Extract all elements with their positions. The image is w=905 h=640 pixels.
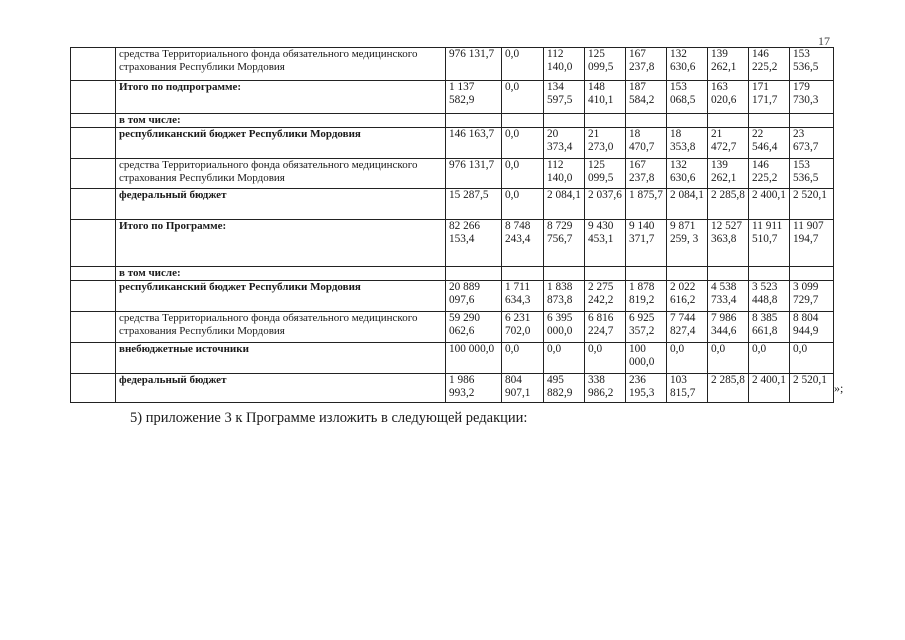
- row-number-cell: [71, 81, 116, 114]
- table-row: [71, 189, 834, 220]
- value-cell: 7 744 827,4: [667, 312, 708, 343]
- value-cell: 2 022 616,2: [667, 281, 708, 312]
- value-cell: 0,0: [502, 128, 544, 159]
- value-cell: 6 816 224,7: [585, 312, 626, 343]
- value-cell: 21 472,7: [708, 128, 749, 159]
- value-cell: 2 084,1: [667, 189, 708, 220]
- value-cell: 2 037,6: [585, 189, 626, 220]
- value-cell: 7 986 344,6: [708, 312, 749, 343]
- value-cell: 20 889 097,6: [446, 281, 502, 312]
- value-cell: 976 131,7: [446, 159, 502, 189]
- value-cell: [667, 267, 708, 281]
- value-cell: [626, 114, 667, 128]
- value-cell: [626, 267, 667, 281]
- value-cell: 146 225,2: [749, 48, 790, 81]
- page-number: 17: [818, 34, 830, 48]
- value-cell: 3 099 729,7: [790, 281, 834, 312]
- value-cell: 20 373,4: [544, 128, 585, 159]
- value-cell: 0,0: [667, 343, 708, 374]
- value-cell: [749, 267, 790, 281]
- value-cell: 1 986 993,2: [446, 374, 502, 403]
- value-cell: 8 729 756,7: [544, 220, 585, 267]
- closing-quote: »;: [834, 381, 844, 395]
- value-cell: 103 815,7: [667, 374, 708, 403]
- value-cell: 171 171,7: [749, 81, 790, 114]
- value-cell: 139 262,1: [708, 159, 749, 189]
- value-cell: 2 520,1: [790, 189, 834, 220]
- value-cell: 146 163,7: [446, 128, 502, 159]
- value-cell: [544, 267, 585, 281]
- value-cell: 495 882,9: [544, 374, 585, 403]
- table-row: [71, 343, 834, 374]
- table-row: [71, 114, 834, 128]
- value-cell: 125 099,5: [585, 48, 626, 81]
- value-cell: 6 231 702,0: [502, 312, 544, 343]
- row-label: внебюджетные источники: [116, 343, 446, 374]
- value-cell: 2 275 242,2: [585, 281, 626, 312]
- row-number-cell: [71, 343, 116, 374]
- value-cell: [446, 114, 502, 128]
- row-number-cell: [71, 312, 116, 343]
- value-cell: 8 748 243,4: [502, 220, 544, 267]
- value-cell: 4 538 733,4: [708, 281, 749, 312]
- value-cell: [585, 267, 626, 281]
- row-label: республиканский бюджет Республики Мордовия: [116, 281, 446, 312]
- table-row: [71, 374, 834, 403]
- row-number-cell: [71, 48, 116, 81]
- value-cell: 153 536,5: [790, 159, 834, 189]
- row-number-cell: [71, 374, 116, 403]
- value-cell: 112 140,0: [544, 159, 585, 189]
- value-cell: 1 878 819,2: [626, 281, 667, 312]
- value-cell: 163 020,6: [708, 81, 749, 114]
- table-row: [71, 220, 834, 267]
- value-cell: [708, 114, 749, 128]
- value-cell: 100 000,0: [446, 343, 502, 374]
- value-cell: [502, 267, 544, 281]
- value-cell: 338 986,2: [585, 374, 626, 403]
- value-cell: 6 395 000,0: [544, 312, 585, 343]
- value-cell: 0,0: [708, 343, 749, 374]
- value-cell: 11 907 194,7: [790, 220, 834, 267]
- value-cell: 2 400,1: [749, 189, 790, 220]
- value-cell: 139 262,1: [708, 48, 749, 81]
- value-cell: 2 285,8: [708, 374, 749, 403]
- value-cell: 1 838 873,8: [544, 281, 585, 312]
- row-number-cell: [71, 189, 116, 220]
- value-cell: 23 673,7: [790, 128, 834, 159]
- value-cell: 167 237,8: [626, 159, 667, 189]
- value-cell: 2 084,1: [544, 189, 585, 220]
- value-cell: 2 285,8: [708, 189, 749, 220]
- value-cell: 0,0: [585, 343, 626, 374]
- row-label: Итого по Программе:: [116, 220, 446, 267]
- value-cell: 134 597,5: [544, 81, 585, 114]
- value-cell: [790, 114, 834, 128]
- caption-text: 5) приложение 3 к Программе изложить в следующей редакции:: [130, 410, 528, 426]
- table-row: [71, 281, 834, 312]
- value-cell: 148 410,1: [585, 81, 626, 114]
- value-cell: 18 353,8: [667, 128, 708, 159]
- table-row: [71, 48, 834, 81]
- value-cell: 132 630,6: [667, 48, 708, 81]
- value-cell: 2 400,1: [749, 374, 790, 403]
- row-label: в том числе:: [116, 267, 446, 281]
- row-number-cell: [71, 281, 116, 312]
- table-row: [71, 81, 834, 114]
- value-cell: 112 140,0: [544, 48, 585, 81]
- value-cell: 6 925 357,2: [626, 312, 667, 343]
- value-cell: 0,0: [502, 81, 544, 114]
- value-cell: 0,0: [544, 343, 585, 374]
- value-cell: [749, 114, 790, 128]
- value-cell: 125 099,5: [585, 159, 626, 189]
- value-cell: 153 068,5: [667, 81, 708, 114]
- value-cell: 1 875,7: [626, 189, 667, 220]
- value-cell: 9 430 453,1: [585, 220, 626, 267]
- value-cell: 21 273,0: [585, 128, 626, 159]
- value-cell: 8 385 661,8: [749, 312, 790, 343]
- value-cell: [667, 114, 708, 128]
- row-number-cell: [71, 267, 116, 281]
- row-number-cell: [71, 220, 116, 267]
- row-number-cell: [71, 114, 116, 128]
- value-cell: 22 546,4: [749, 128, 790, 159]
- row-label: республиканский бюджет Республики Мордовия: [116, 128, 446, 159]
- value-cell: 0,0: [502, 48, 544, 81]
- budget-table: [70, 47, 834, 403]
- value-cell: 0,0: [790, 343, 834, 374]
- value-cell: 8 804 944,9: [790, 312, 834, 343]
- value-cell: 146 225,2: [749, 159, 790, 189]
- row-number-cell: [71, 128, 116, 159]
- value-cell: 15 287,5: [446, 189, 502, 220]
- value-cell: 0,0: [502, 159, 544, 189]
- value-cell: 18 470,7: [626, 128, 667, 159]
- row-number-cell: [71, 159, 116, 189]
- row-label: Итого по подпрограмме:: [116, 81, 446, 114]
- value-cell: 976 131,7: [446, 48, 502, 81]
- table-row: [71, 128, 834, 159]
- value-cell: [585, 114, 626, 128]
- value-cell: 153 536,5: [790, 48, 834, 81]
- value-cell: [708, 267, 749, 281]
- value-cell: 1 137 582,9: [446, 81, 502, 114]
- value-cell: 236 195,3: [626, 374, 667, 403]
- value-cell: 82 266 153,4: [446, 220, 502, 267]
- value-cell: 167 237,8: [626, 48, 667, 81]
- value-cell: 3 523 448,8: [749, 281, 790, 312]
- value-cell: 9 871 259, 3: [667, 220, 708, 267]
- value-cell: 179 730,3: [790, 81, 834, 114]
- value-cell: [446, 267, 502, 281]
- value-cell: 2 520,1: [790, 374, 834, 403]
- row-label: средства Территориального фонда обязательного медицинского страхования Республики Мордовия: [116, 312, 446, 343]
- value-cell: 0,0: [749, 343, 790, 374]
- row-label: в том числе:: [116, 114, 446, 128]
- value-cell: 187 584,2: [626, 81, 667, 114]
- table-row: [71, 312, 834, 343]
- value-cell: [790, 267, 834, 281]
- row-label: средства Территориального фонда обязательного медицинского страхования Республики Мордовия: [116, 159, 446, 189]
- row-label: федеральный бюджет: [116, 374, 446, 403]
- value-cell: 0,0: [502, 189, 544, 220]
- table-row: [71, 267, 834, 281]
- value-cell: 0,0: [502, 343, 544, 374]
- value-cell: 12 527 363,8: [708, 220, 749, 267]
- value-cell: 11 911 510,7: [749, 220, 790, 267]
- row-label: федеральный бюджет: [116, 189, 446, 220]
- value-cell: 132 630,6: [667, 159, 708, 189]
- value-cell: 59 290 062,6: [446, 312, 502, 343]
- value-cell: 1 711 634,3: [502, 281, 544, 312]
- value-cell: [544, 114, 585, 128]
- value-cell: 100 000,0: [626, 343, 667, 374]
- value-cell: 9 140 371,7: [626, 220, 667, 267]
- value-cell: [502, 114, 544, 128]
- row-label: средства Территориального фонда обязательного медицинского страхования Республики Мордовия: [116, 48, 446, 81]
- table-row: [71, 159, 834, 189]
- value-cell: 804 907,1: [502, 374, 544, 403]
